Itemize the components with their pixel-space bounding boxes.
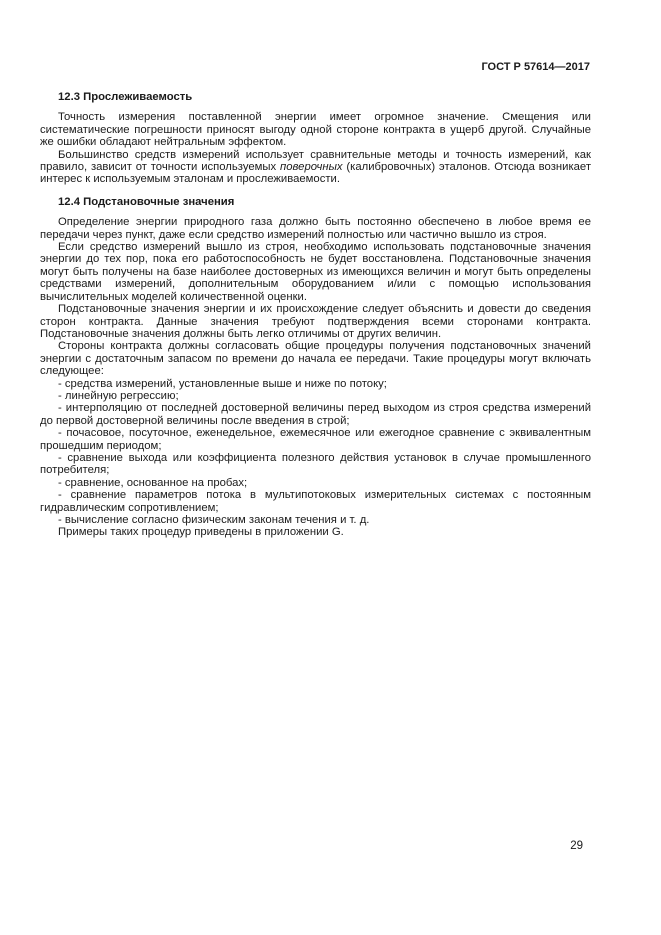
list-item: - почасовое, посуточное, еженедельное, ежемесячное или ежегодное сравнение с эквивалентным прошедшим периодом; [40, 427, 591, 452]
section-heading-12-4: 12.4 Подстановочные значения [58, 195, 235, 208]
paragraph-text: (калибровочных) эталонов. Отсюда возникает интерес к используемым эталонам и прослеживаемости. [40, 161, 591, 186]
paragraph-text: Большинство средств измерений использует сравнительные методы и точность измерений, как правило, зависит от точности используемых [40, 148, 591, 174]
list-item: - интерполяцию от последней достоверной величины перед выходом из строя средства измерений до первой достоверной величины после введения в строй; [40, 402, 591, 427]
page-number: 29 [570, 840, 583, 852]
paragraph: Точность измерения поставленной энергии имеет огромное значение. Смещения или систематические погрешности приносят выгоду одной стороне контракта в ущерб другой. Случайные же ошибки обладают нейтральным эффектом. [40, 111, 591, 149]
paragraph: Стороны контракта должны согласовать общие процедуры получения подстановочных значений энергии с достаточным запасом по времени до начала ее передачи. Такие процедуры могут включать следующее: [40, 340, 591, 378]
list-item: - сравнение, основанное на пробах; [58, 476, 248, 489]
document-content [40, 91, 591, 539]
italic-term: поверочных [280, 161, 343, 174]
paragraph: Примеры таких процедур приведены в приложении G. [58, 526, 344, 539]
paragraph: Определение энергии природного газа должно быть постоянно обеспечено в любое время ее передачи через пункт, даже если средство измерений полностью или частично вышло из строя. [40, 216, 591, 241]
paragraph: Подстановочные значения энергии и их происхождение следует объяснить и довести до сведения сторон контракта. Данные значения требуют подтверждения всеми сторонами контракта. Подстановочные значения должны быть легко отличимы от других величин. [40, 303, 591, 340]
list-item: - сравнение выхода или коэффициента полезного действия установок в случае промышленного потребителя; [40, 451, 591, 477]
section-heading-12-3: 12.3 Прослеживаемость [58, 91, 193, 103]
list-item: - линейную регрессию; [58, 389, 179, 402]
paragraph: Если средство измерений вышло из строя, необходимо использовать подстановочные значения энергии до тех пор, пока его работоспособность не будет восстановлена. Подстановочные значения могут быть получены на базе наиболее достоверных из имеющихся величин и могут быть определены средствами измерений, дополнительным оборудованием и/или с помощью использования вычислительных моделей количественной оценки. [40, 241, 591, 303]
list-item: - средства измерений, установленные выше и ниже по потоку; [58, 377, 387, 390]
list-item: - вычисление согласно физическим законам течения и т. д. [58, 514, 370, 526]
paragraph [40, 149, 591, 186]
list-item: - сравнение параметров потока в мультипотоковых измерительных системах с постоянным гидравлическим сопротивлением; [40, 489, 591, 514]
doc-number-header: ГОСТ Р 57614—2017 [481, 61, 590, 73]
